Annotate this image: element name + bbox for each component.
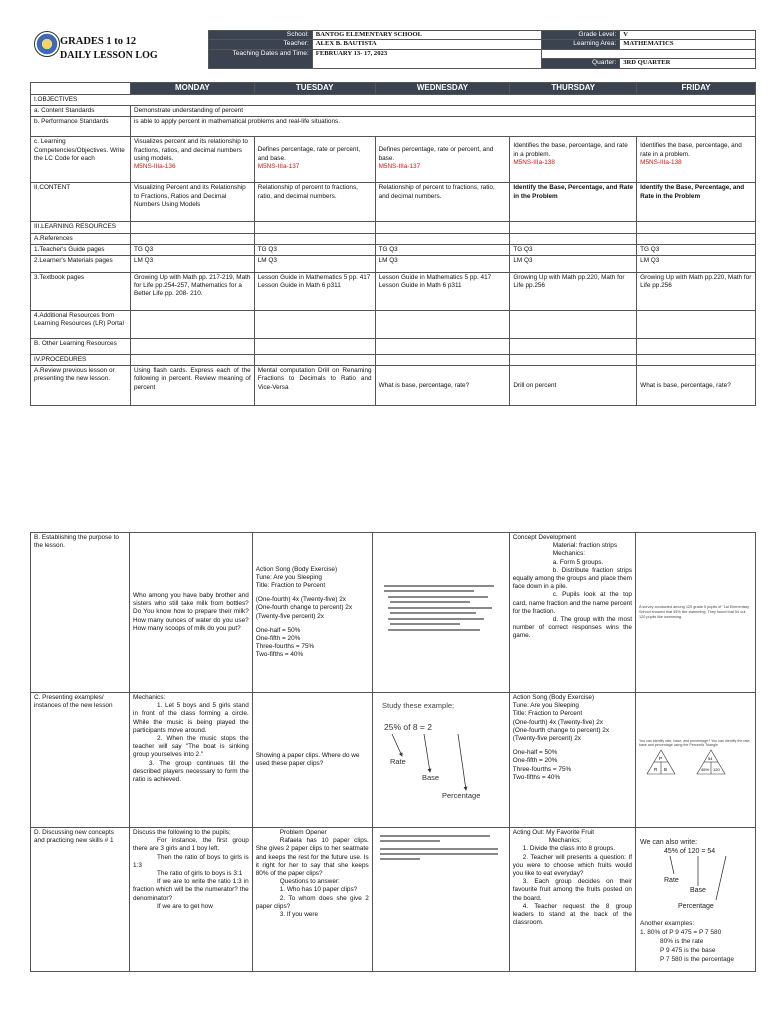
grade-value: V (620, 31, 756, 40)
review-tue: Mental computation Drill on Renaming Fractions to Decimals to Ratio and Vice-Versa (254, 366, 375, 406)
discussing-label: D. Discussing new concepts and practicing new skills # 1 (31, 828, 130, 972)
doc-title-grades: GRADES 1 to 12 (60, 36, 137, 47)
tg-tue: TG Q3 (254, 244, 375, 255)
lesson-log-table-p2 (30, 532, 756, 972)
svg-text:80% is the rate: 80% is the rate (659, 938, 704, 945)
svg-text:B: B (663, 767, 667, 773)
also-write-diagram (636, 828, 755, 968)
svg-text:P 7 580 is the percentage: P 7 580 is the percentage (659, 956, 734, 963)
day-monday: MONDAY (130, 83, 254, 95)
teacher-label: Teacher: (209, 40, 313, 49)
performance-standards: is able to apply percent in mathematical problems and real-life situations. (130, 117, 755, 137)
textbook-fri: Growing Up with Math pp.220, Math for Life pp.256 (637, 272, 756, 310)
svg-text:Study these example;: Study these example; (381, 701, 454, 710)
review-wed: What is base, percentage, rate? (375, 366, 510, 406)
content-standards: Demonstrate understanding of percent (130, 106, 755, 117)
school-value: BANTOG ELEMENTARY SCHOOL (312, 31, 542, 40)
svg-text:54: 54 (707, 756, 713, 762)
svg-text:Base: Base (421, 773, 439, 782)
procedures-label: IV.PROCEDURES (31, 354, 131, 365)
purpose-tue: Action Song (Body Exercise) Tune: Are you Sleeping Title: Fraction to Percent (One-fourth) 4x (Twenty-five) 2x (One-fourth change to percent) 2x (Twenty-five percent) 2x One-half = 50% One-fifth = 20% Three-fourths = 75% Two-fifths = 40% (252, 533, 372, 693)
svg-text:Base: Base (689, 887, 706, 894)
presenting-thu: Action Song (Body Exercise) Tune: Are you Sleeping Title: Fraction to Percent (One-fourth) 4x (Twenty-five) 2x (One-fourth change to percent) 2x (Twenty-five percent) 2x One-half = 50% One-fifth = 20% Three-fourths = 75% Two-fifths = 40% (509, 693, 635, 828)
day-tuesday: TUESDAY (254, 83, 375, 95)
purpose-wed-image (372, 533, 509, 693)
day-friday: FRIDAY (637, 83, 756, 95)
svg-text:45% of 120 = 54: 45% of 120 = 54 (663, 848, 716, 855)
content-thu: Identify the Base, Percentage, and Rate in the Problem (510, 183, 637, 222)
quarter-value: 3RD QUARTER (620, 59, 756, 69)
svg-text:P: P (658, 756, 662, 762)
objectives-heading: I.OBJECTIVES (31, 95, 756, 106)
textbook-thu: Growing Up with Math pp.220, Math for Life pp.256 (510, 272, 637, 310)
lesson-log-table-p1 (30, 82, 756, 406)
resources-label: III.LEARNING RESOURCES (31, 222, 131, 233)
svg-text:25% of 8 = 2: 25% of 8 = 2 (383, 722, 432, 732)
content-wed: Relationship of percent to fractions, ratio, and decimal numbers. (375, 183, 510, 222)
competency-fri: Identifies the base, percentage, and rate in a problem. M5NS-IIIa-138 (637, 137, 756, 183)
content-fri: Identify the Base, Percentage, and Rate in the Problem (637, 183, 756, 222)
review-thu: Drill on percent (510, 366, 637, 406)
svg-text:1. 80% of P 9 475 = P 7 580: 1. 80% of P 9 475 = P 7 580 (639, 929, 722, 936)
other-resources-label: B. Other Learning Resources (31, 338, 131, 354)
tg-wed: TG Q3 (375, 244, 510, 255)
grade-label: Grade Level: (542, 31, 620, 40)
percent-triangles (639, 748, 749, 778)
content-label: II.CONTENT (31, 183, 131, 222)
header-info-table (208, 30, 756, 69)
discussing-thu: Acting Out: My Favorite Fruit Mechanics; 1. Divide the class into 8 groups. 2. Teacher will presents a question: If you were to choose which fruits would you like to eat everyday? 3. Each group decides on their favourite fruit among the fruits posted on the board. 4. Teacher request the 8 group leaders to stand at the back of the classroom. (509, 828, 635, 972)
svg-text:120: 120 (712, 767, 720, 773)
content-standards-label: a. Content Standards (31, 106, 131, 117)
svg-text:Rate: Rate (663, 877, 679, 884)
tg-label: 1.Teacher's Guide pages (31, 244, 131, 255)
presenting-fri: You can identify rate, base, and percentage? You can identify the rate, base and percentage using the Percent's Triangle P R B 54 45% 120 (635, 693, 755, 828)
svg-text:45%: 45% (700, 767, 709, 773)
tg-thu: TG Q3 (510, 244, 637, 255)
study-example-diagram (376, 694, 506, 814)
area-label: Learning Area: (542, 40, 620, 49)
day-thursday: THURSDAY (510, 83, 637, 95)
purpose-mon: Who among you have baby brother and sisters who still take milk from bottles? Do You know how to prepare their milk? How many ounces of water do you use? How many scoops of milk do you put? (130, 533, 253, 693)
quarter-label: Quarter: (542, 59, 620, 69)
discussing-mon: Discuss the following to the pupils; For instance, the first group there are 3 girls and 1 boy left. Then the ratio of boys to girls is 1:3 The ratio of girls to boys is 3:1 If we are to write the ratio 1:3 in fraction which will be the numerator? the denominator? If we are to get how (130, 828, 253, 972)
competency-wed: Defines percentage, rate or percent, and base. M5NS-IIIa-137 (375, 137, 510, 183)
dates-label: Teaching Dates and Time: (209, 49, 313, 68)
svg-text:R: R (653, 767, 658, 773)
review-fri: What is base, percentage, rate? (637, 366, 756, 406)
day-wednesday: WEDNESDAY (375, 83, 510, 95)
worksheet-image-2 (376, 829, 504, 879)
textbook-wed: Lesson Guide in Mathematics 5 pp. 417 Lesson Guide in Math 6 p311 (375, 272, 510, 310)
lm-thu: LM Q3 (510, 255, 637, 272)
tg-mon: TG Q3 (130, 244, 254, 255)
presenting-tue: Showing a paper clips. Where do we used these paper clips? (252, 693, 372, 828)
textbook-tue: Lesson Guide in Mathematics 5 pp. 417 Lesson Guide in Math 6 p311 (254, 272, 375, 310)
svg-text:Percentage: Percentage (441, 791, 481, 800)
additional-resources-label: 4.Additional Resources from Learning Resources (LR) Portal (31, 310, 131, 338)
lm-label: 2.Learner's Materials pages (31, 255, 131, 272)
competency-thu: Identifies the base, percentage, and rate in a problem. M5NS-IIIa-138 (510, 137, 637, 183)
lm-wed: LM Q3 (375, 255, 510, 272)
textbook-mon: Growing Up with Math pp. 217-219, Math for Life pp.254-257, Mathematics for a Better Life pp. 208- 210. (130, 272, 254, 310)
discussing-wed-image (372, 828, 509, 972)
deped-seal-logo (34, 31, 60, 57)
competency-mon: Visualizes percent and its relationship to fractions, ratios, and decimal numbers using models. M5NS-IIIa-136 (130, 137, 254, 183)
lm-mon: LM Q3 (130, 255, 254, 272)
presenting-mon: Mechanics: 1. Let 5 boys and 5 girls stand in front of the class forming a circle. While the music is being played the participants move around. 2. When the music stops the teacher will say "The boat is sinking group yourselves into 2." 3. The group continues till the described players necessary to form the ratio is achieved. (130, 693, 253, 828)
presenting-wed (372, 693, 509, 828)
svg-text:We can also write:: We can also write: (639, 839, 698, 846)
purpose-fri: A survey conducted among 120 grade 5 pupils of "Lal Elementary School showed that 45% like swimming. They found that 54 out 120 pupils like swimming. (635, 533, 755, 693)
dates-value: FEBRUARY 13- 17, 2023 (312, 49, 542, 68)
competencies-label: c. Learning Competencies/Objectives. Write the LC Code for each (31, 137, 131, 183)
purpose-thu: Concept Development Material: fraction strips Mechanics: a. Form 5 groups. b. Distribute fraction strips equally among the groups and place them face down in a pile. c. Pupils look at the top card, name fraction and the name percent for the fraction. d. The group with the most number of correct responses wins the game. (509, 533, 635, 693)
svg-text:Another examples:: Another examples: (639, 920, 695, 927)
discussing-fri (635, 828, 755, 972)
teacher-value: ALEX B. BAUTISTA (312, 40, 542, 49)
school-label: School: (209, 31, 313, 40)
area-value: MATHEMATICS (620, 40, 756, 49)
svg-text:P 9 475 is the base: P 9 475 is the base (659, 947, 716, 954)
performance-standards-label: b. Performance Standards (31, 117, 131, 137)
review-mon: Using flash cards. Express each of the following in percent. Review meaning of percent (130, 366, 254, 406)
lm-tue: LM Q3 (254, 255, 375, 272)
svg-text:Rate: Rate (389, 757, 406, 766)
textbook-label: 3.Textbook pages (31, 272, 131, 310)
content-tue: Relationship of percent to fractions, ratio, and decimal numbers. (254, 183, 375, 222)
tg-fri: TG Q3 (637, 244, 756, 255)
presenting-label: C. Presenting examples/ instances of the new lesson (31, 693, 130, 828)
competency-tue: Defines percentage, rate or percent, and base. M5NS-IIIa-137 (254, 137, 375, 183)
review-label: A.Review previous lesson or presenting the new lesson. (31, 366, 131, 406)
references-label: A.References (31, 233, 131, 244)
purpose-label: B. Establishing the purpose to the lesson. (31, 533, 130, 693)
worksheet-image (376, 581, 498, 641)
svg-text:Percentage: Percentage (677, 903, 714, 910)
discussing-tue: Problem Opener Rafaela has 10 paper clips. She gives 2 paper clips to her seatmate and keeps the rest for the future use. Is it right for her to say that she keeps 80% of the paper clips? Questions to answer: 1. Who has 10 paper clips? 2. To whom does she give 2 paper clips? 3. If you were (252, 828, 372, 972)
content-mon: Visualizing Percent and its Relationship to Fractions, Ratios and Decimal Numbers Using Models (130, 183, 254, 222)
lm-fri: LM Q3 (637, 255, 756, 272)
doc-title-dll: DAILY LESSON LOG (60, 50, 158, 61)
